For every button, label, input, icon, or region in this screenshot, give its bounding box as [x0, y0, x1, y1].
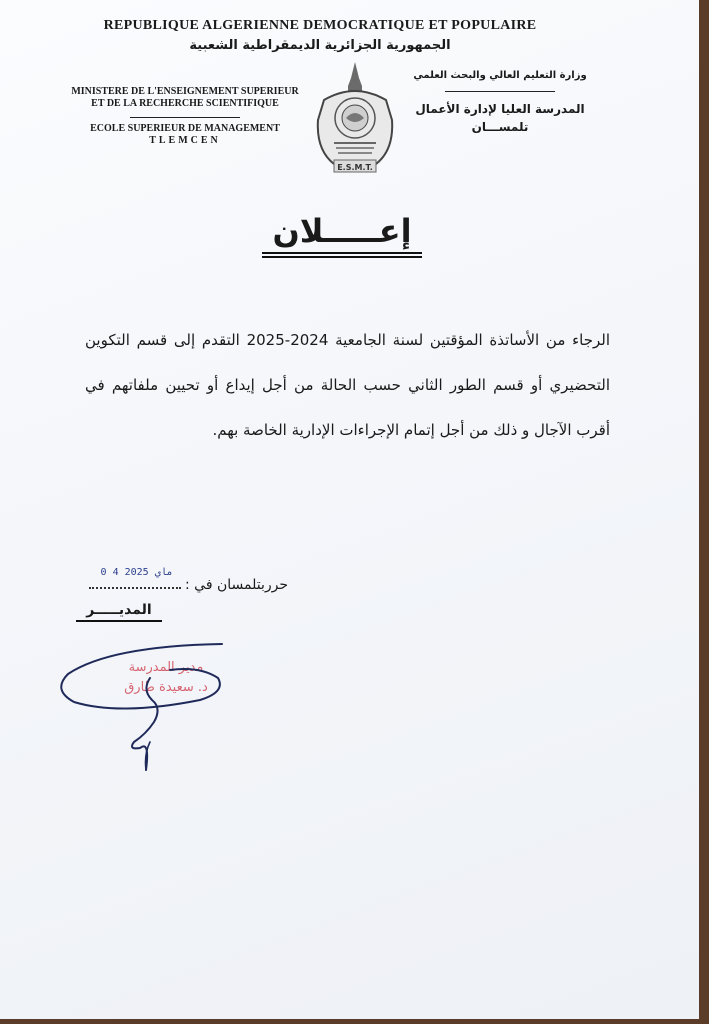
- stamp-line-2: د. سعيدة طارق: [124, 680, 208, 695]
- divider: [445, 91, 555, 92]
- school-name-ar: المدرسة العليا لإدارة الأعمال: [415, 102, 585, 116]
- announcement-body: الرجاء من الأساتذة المؤقتين لسنة الجامعية 2024-2025 التقدم إلى قسم التكوين التحضيري أو قسم الطور الثاني حسب الحالة من أجل إيداع أو تحيين ملفاتهم في أقرب الآجال و ذلك من أجل إتمام الإجراءات الإدارية الخاصة بهم.: [85, 331, 611, 439]
- title-double-underline: [262, 256, 422, 258]
- city-ar: تلمســـان: [471, 120, 529, 134]
- director-label: المديـــــر: [76, 602, 162, 622]
- ministry-ar: وزارة التعليم العالي والبحث العلمي: [413, 70, 587, 81]
- ministry-line-1: MINISTERE DE L'ENSEIGNEMENT SUPERIEUR: [71, 86, 299, 97]
- school-name-fr: ECOLE SUPERIEUR DE MANAGEMENT: [90, 123, 280, 134]
- city-fr: TLEMCEN: [149, 135, 221, 146]
- republic-title-ar: الجمهورية الجزائرية الديمقراطية الشعبية: [189, 38, 451, 53]
- divider: [130, 117, 240, 118]
- ministry-block-ar: [400, 70, 600, 134]
- date-line: [70, 567, 288, 593]
- announcement-title-text: إعـــــلان: [272, 212, 412, 250]
- handwritten-signature: [50, 630, 250, 790]
- date-field: [89, 567, 181, 589]
- ministry-block-fr: [60, 86, 310, 147]
- ministry-line-2: ET DE LA RECHERCHE SCIENTIFIQUE: [91, 98, 279, 109]
- logo-abbrev: E.S.M.T.: [337, 163, 373, 172]
- date-label: حرربتلمسان في :: [184, 577, 288, 593]
- announcement-title: [262, 212, 422, 254]
- school-emblem-icon: [312, 60, 398, 176]
- republic-title-fr: REPUBLIQUE ALGERIENNE DEMOCRATIQUE ET POPULAIRE: [103, 18, 537, 33]
- stamp-line-1: مدير المدرسة: [128, 660, 204, 675]
- date-stamp: 0 4 ماي 2025: [100, 567, 173, 578]
